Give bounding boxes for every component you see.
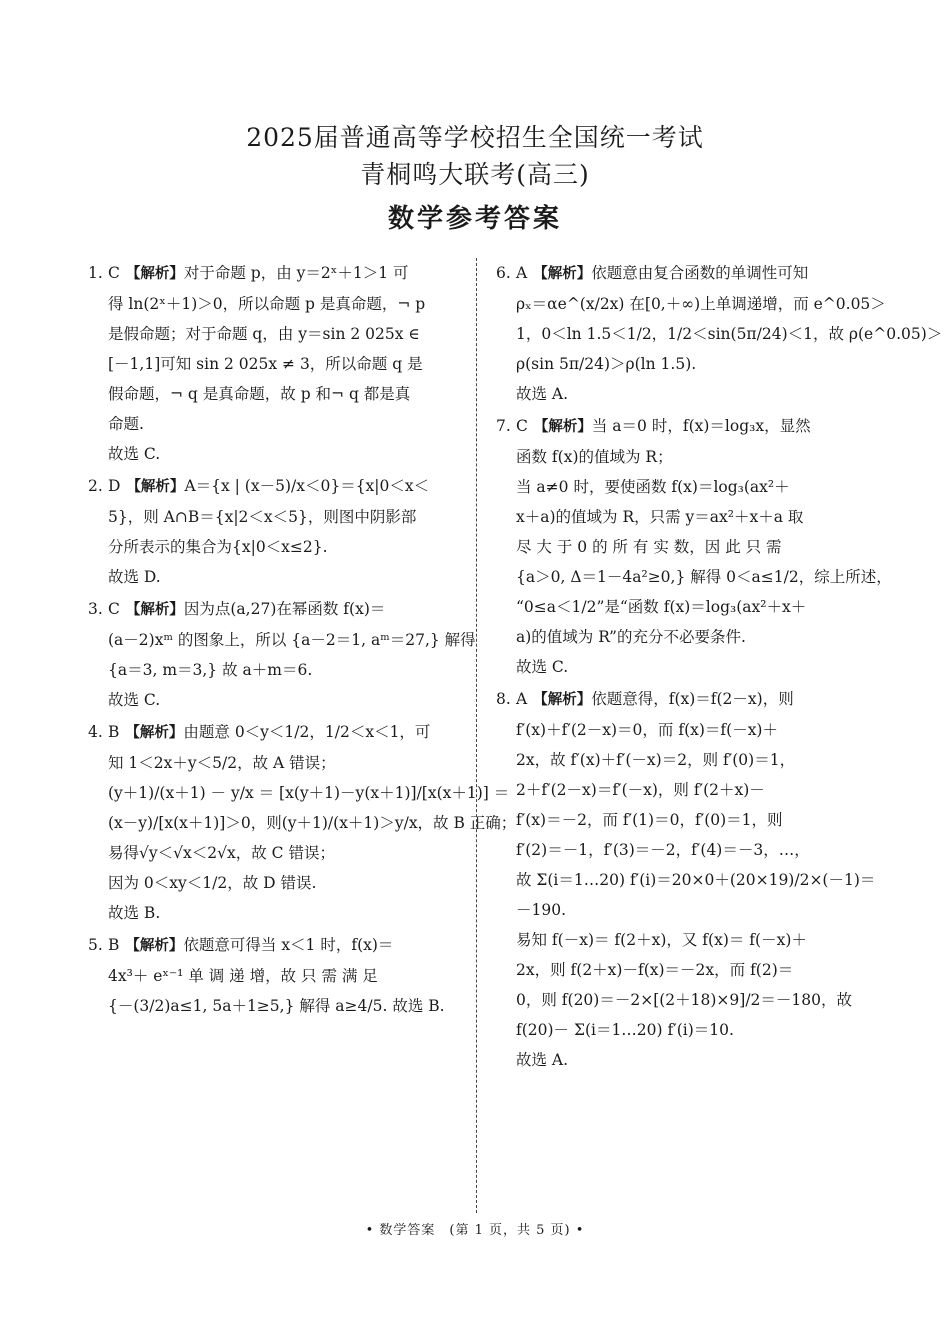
answer-item [496,684,876,1075]
analysis-line: 2＋f′(2－x)＝f′(－x)，则 f′(2＋x)－ [516,781,765,799]
answer-choice: C [108,600,120,618]
analysis-line: 故选 C. [108,691,161,709]
analysis-line: 易得√y＜√x＜2√x，故 C 错误； [108,844,335,862]
answer-first-line [88,930,458,961]
answer-item [496,411,892,682]
analysis-text: 对于命题 p，由 y＝2ˣ＋1＞1 可 [183,264,409,282]
question-number: 8. [496,690,511,708]
analysis-line: 2x，故 f′(x)＋f′(－x)＝2，则 f′(0)＝1， [516,751,796,769]
document-title: 数学参考答案 [387,204,562,234]
answer-first-line [88,258,458,289]
answer-choice: C [516,417,528,435]
answer-first-line [496,258,866,289]
answer-item [88,258,458,469]
analysis-line: (y＋1)/(x＋1) － y/x ＝ [x(y＋1)－y(x＋1)]/[x(x＋1)] ＝ [108,784,510,802]
answer-first-line [496,684,866,715]
answer-choice: C [108,264,120,282]
answer-item [88,471,458,592]
analysis-line: 是假命题；对于命题 q，由 y＝sin 2 025x ∈ [108,325,420,343]
analysis-text: A＝{x | (x－5)/x＜0}＝{x|0＜x＜ [184,477,430,495]
question-number: 6. [496,264,511,282]
analysis-line: 故选 B. [108,904,161,922]
column-divider [476,258,477,1213]
analysis-line: 得 ln(2ˣ＋1)＞0，所以命题 p 是真命题，¬ p [108,295,426,313]
analysis-line: “0≤a＜1/2”是“函数 f(x)＝log₃(ax²＋x＋ [516,598,807,616]
analysis-line: －190. [516,901,567,919]
analysis-tag: 【解析】 [125,602,184,618]
analysis-text: 由题意 0＜y＜1/2，1/2＜x＜1，可 [183,723,431,741]
analysis-line: f′(x)＋f′(2－x)＝0，而 f(x)＝f(－x)＋ [516,721,778,739]
analysis-line: 尽 大 于 0 的 所 有 实 数，因 此 只 需 [516,538,782,556]
answer-choice: A [516,264,528,282]
answer-first-line [88,717,458,748]
analysis-line: 故选 C. [516,658,569,676]
analysis-line: (x－y)/[x(x＋1)]＞0，则(y＋1)/(x＋1)＞y/x，故 B 正确； [108,814,517,832]
analysis-line: a)的值域为 R”的充分不必要条件. [516,628,746,646]
question-number: 1. [88,264,103,282]
analysis-line: 知 1＜2x＋y＜5/2，故 A 错误； [108,754,336,772]
analysis-line: f(20)－ Σ(i＝1…20) f′(i)＝10. [516,1021,734,1039]
analysis-line: {－(3/2)a≤1, 5a＋1≥5,} 解得 a≥4/5. 故选 B. [108,997,445,1015]
analysis-tag: 【解析】 [533,419,592,435]
question-number: 4. [88,723,103,741]
answer-first-line [88,471,458,502]
question-number: 5. [88,936,103,954]
analysis-tag: 【解析】 [125,725,184,741]
right-column [496,258,943,1077]
answer-choice: B [108,936,120,954]
analysis-line: 命题. [108,415,144,433]
answer-choice: A [516,690,528,708]
analysis-line: 1，0＜ln 1.5＜1/2，1/2＜sin(5π/24)＜1，故 ρ(e^0.05)＞ [516,325,943,343]
analysis-line: ρₓ＝αe^(x/2x) 在[0,＋∞)上单调递增，而 e^0.05＞ [516,295,886,313]
answer-first-line [88,594,458,625]
analysis-line: 故选 A. [516,1051,569,1069]
analysis-text: 依题意可得当 x＜1 时，f(x)＝ [183,936,394,954]
analysis-text: 依题意由复合函数的单调性可知 [591,264,809,282]
analysis-line: 易知 f(－x)＝ f(2＋x)，又 f(x)＝ f(－x)＋ [516,931,807,949]
analysis-line: {a＝3, m＝3,} 故 a＋m＝6. [108,661,313,679]
analysis-line: 5}，则 A∩B＝{x|2＜x＜5}，则图中阴影部 [108,508,417,526]
analysis-line: ρ(sin 5π/24)＞ρ(ln 1.5). [516,355,697,373]
answer-first-line [496,411,866,442]
analysis-line: 故选 A. [516,385,569,403]
answer-item [88,594,476,715]
answer-item [496,258,943,409]
analysis-line: x＋a)的值域为 R，只需 y＝ax²＋x＋a 取 [516,508,804,526]
analysis-text: 因为点(a,27)在幂函数 f(x)＝ [183,600,386,618]
analysis-tag: 【解析】 [125,266,184,282]
question-number: 7. [496,417,511,435]
analysis-line: 当 a≠0 时，要使函数 f(x)＝log₃(ax²＋ [516,478,790,496]
analysis-tag: 【解析】 [125,938,184,954]
analysis-line: 0，则 f(20)＝－2×[(2＋18)×9]/2＝－180，故 [516,991,852,1009]
analysis-text: 当 a＝0 时，f(x)＝log₃x，显然 [591,417,811,435]
analysis-tag: 【解析】 [126,479,185,495]
analysis-line: 因为 0＜xy＜1/2，故 D 错误. [108,874,317,892]
analysis-line: 分所表示的集合为{x|0＜x≤2}. [108,538,328,556]
page-footer: • 数学答案 (第 1 页，共 5 页) • [365,1223,585,1238]
question-number: 3. [88,600,103,618]
analysis-text: 依题意得，f(x)＝f(2－x)，则 [591,690,794,708]
analysis-line: 函数 f(x)的值域为 R； [516,448,673,466]
analysis-line: {a＞0, Δ＝1－4a²≥0,} 解得 0＜a≤1/2，综上所述， [516,568,892,586]
analysis-line: f′(x)＝－2，而 f′(1)＝0，f′(0)＝1，则 [516,811,783,829]
question-number: 2. [88,477,103,495]
answer-item [88,930,458,1021]
analysis-line: 故 Σ(i＝1…20) f′(i)＝20×0＋(20×19)/2×(－1)＝ [516,871,876,889]
exam-title: 2025届普通高等学校招生全国统一考试 [246,123,704,152]
analysis-line: (a－2)xᵐ 的图象上，所以 {a－2＝1, aᵐ＝27,} 解得 [108,631,476,649]
analysis-tag: 【解析】 [533,692,592,708]
answer-choice: D [108,477,121,495]
answer-item [88,717,517,928]
left-column [88,258,517,1023]
analysis-line: [－1,1]可知 sin 2 025x ≠ 3，所以命题 q 是 [108,355,423,373]
analysis-line: 故选 C. [108,445,161,463]
analysis-line: f′(2)＝－1，f′(3)＝－2，f′(4)＝－3，…， [516,841,810,859]
exam-subtitle: 青桐鸣大联考(高三) [360,160,590,189]
analysis-tag: 【解析】 [533,266,592,282]
analysis-line: 2x，则 f(2＋x)－f(x)＝－2x，而 f(2)＝ [516,961,794,979]
analysis-line: 4x³＋ eˣ⁻¹ 单 调 递 增，故 只 需 满 足 [108,967,378,985]
answer-choice: B [108,723,120,741]
analysis-line: 假命题，¬ q 是真命题，故 p 和¬ q 都是真 [108,385,411,403]
analysis-line: 故选 D. [108,568,161,586]
